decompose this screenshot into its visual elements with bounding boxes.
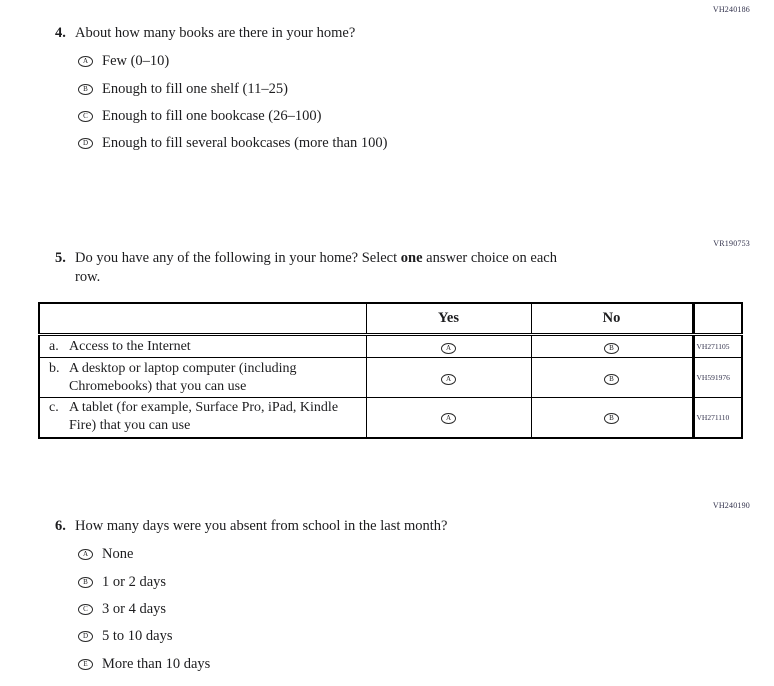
answer-bubble-d-icon[interactable]: D — [78, 138, 93, 149]
answer-bubble-e-icon[interactable]: E — [78, 659, 93, 670]
no-bubble-icon[interactable]: B — [604, 374, 619, 385]
row-letter: c. — [49, 400, 59, 416]
question-5-text-bold: one — [400, 250, 423, 266]
question-4 — [55, 24, 388, 158]
row-letter: a. — [49, 338, 59, 354]
option-row — [78, 48, 388, 75]
yes-cell — [366, 398, 531, 438]
answer-bubble-a-icon[interactable]: A — [78, 56, 93, 67]
question-6-text: How many days were you absent from school in the last month? — [75, 518, 448, 534]
question-4-text: About how many books are there in your home? — [75, 25, 356, 41]
no-bubble-icon[interactable]: B — [604, 413, 619, 424]
header-code-blank — [693, 303, 742, 335]
yes-cell — [366, 335, 531, 358]
option-row — [78, 651, 448, 678]
option-label: Few (0–10) — [102, 53, 170, 70]
question-5-text — [75, 249, 557, 287]
header-blank — [39, 303, 366, 335]
option-row — [78, 541, 448, 568]
option-label: Enough to fill several bookcases (more than 100) — [102, 135, 388, 152]
question-5-number: 5. — [55, 250, 66, 266]
row-code: VH271110 — [693, 398, 742, 438]
table-row-computer — [39, 358, 742, 398]
header-no: No — [531, 303, 693, 335]
row-letter: b. — [49, 360, 60, 376]
question-4-number: 4. — [55, 25, 66, 41]
option-label: 5 to 10 days — [102, 628, 173, 645]
row-text: Access to the Internet — [69, 338, 191, 354]
question-4-code: VH240186 — [712, 5, 750, 14]
question-5-code: VR190753 — [713, 239, 750, 248]
option-label: More than 10 days — [102, 655, 211, 672]
answer-bubble-b-icon[interactable]: B — [78, 84, 93, 95]
option-label: 1 or 2 days — [102, 573, 167, 590]
row-code: VH591976 — [693, 358, 742, 398]
answer-bubble-a-icon[interactable]: A — [78, 549, 93, 560]
question-6-code: VH240190 — [712, 501, 750, 510]
answer-bubble-d-icon[interactable]: D — [78, 631, 93, 642]
table-header-row — [39, 303, 742, 335]
no-bubble-icon[interactable]: B — [604, 343, 619, 354]
no-cell — [531, 358, 693, 398]
yes-cell — [366, 358, 531, 398]
option-row — [78, 130, 388, 157]
row-text: A desktop or laptop computer (including Chromebooks) that you can use — [69, 360, 297, 394]
question-6 — [55, 517, 448, 678]
answer-bubble-c-icon[interactable]: C — [78, 604, 93, 615]
table-row-tablet — [39, 398, 742, 438]
yes-bubble-icon[interactable]: A — [441, 343, 456, 354]
home-items-table — [38, 302, 743, 439]
yes-bubble-icon[interactable]: A — [441, 413, 456, 424]
yes-bubble-icon[interactable]: A — [441, 374, 456, 385]
question-5-text-pre: Do you have any of the following in your home? Select — [75, 250, 401, 266]
question-4-options — [78, 48, 388, 158]
option-label: Enough to fill one bookcase (26–100) — [102, 107, 322, 124]
row-label — [39, 335, 366, 358]
table-row-internet — [39, 335, 742, 358]
option-label: 3 or 4 days — [102, 600, 167, 617]
row-code: VH271105 — [693, 335, 742, 358]
header-yes: Yes — [366, 303, 531, 335]
option-row — [78, 568, 448, 595]
option-label: Enough to fill one shelf (11–25) — [102, 80, 288, 97]
option-row — [78, 623, 448, 650]
question-6-number: 6. — [55, 518, 66, 534]
option-label: None — [102, 546, 134, 563]
row-label — [39, 358, 366, 398]
option-row — [78, 596, 448, 623]
question-5 — [55, 249, 655, 287]
question-5-text-line2: row. — [75, 269, 101, 285]
answer-bubble-c-icon[interactable]: C — [78, 111, 93, 122]
row-text: A tablet (for example, Surface Pro, iPad, Kindle Fire) that you can use — [69, 400, 339, 434]
option-row — [78, 103, 388, 130]
option-row — [78, 75, 388, 102]
question-5-text-post: answer choice on each — [422, 250, 557, 266]
row-label — [39, 398, 366, 438]
no-cell — [531, 335, 693, 358]
answer-bubble-b-icon[interactable]: B — [78, 577, 93, 588]
no-cell — [531, 398, 693, 438]
question-6-options — [78, 541, 448, 678]
